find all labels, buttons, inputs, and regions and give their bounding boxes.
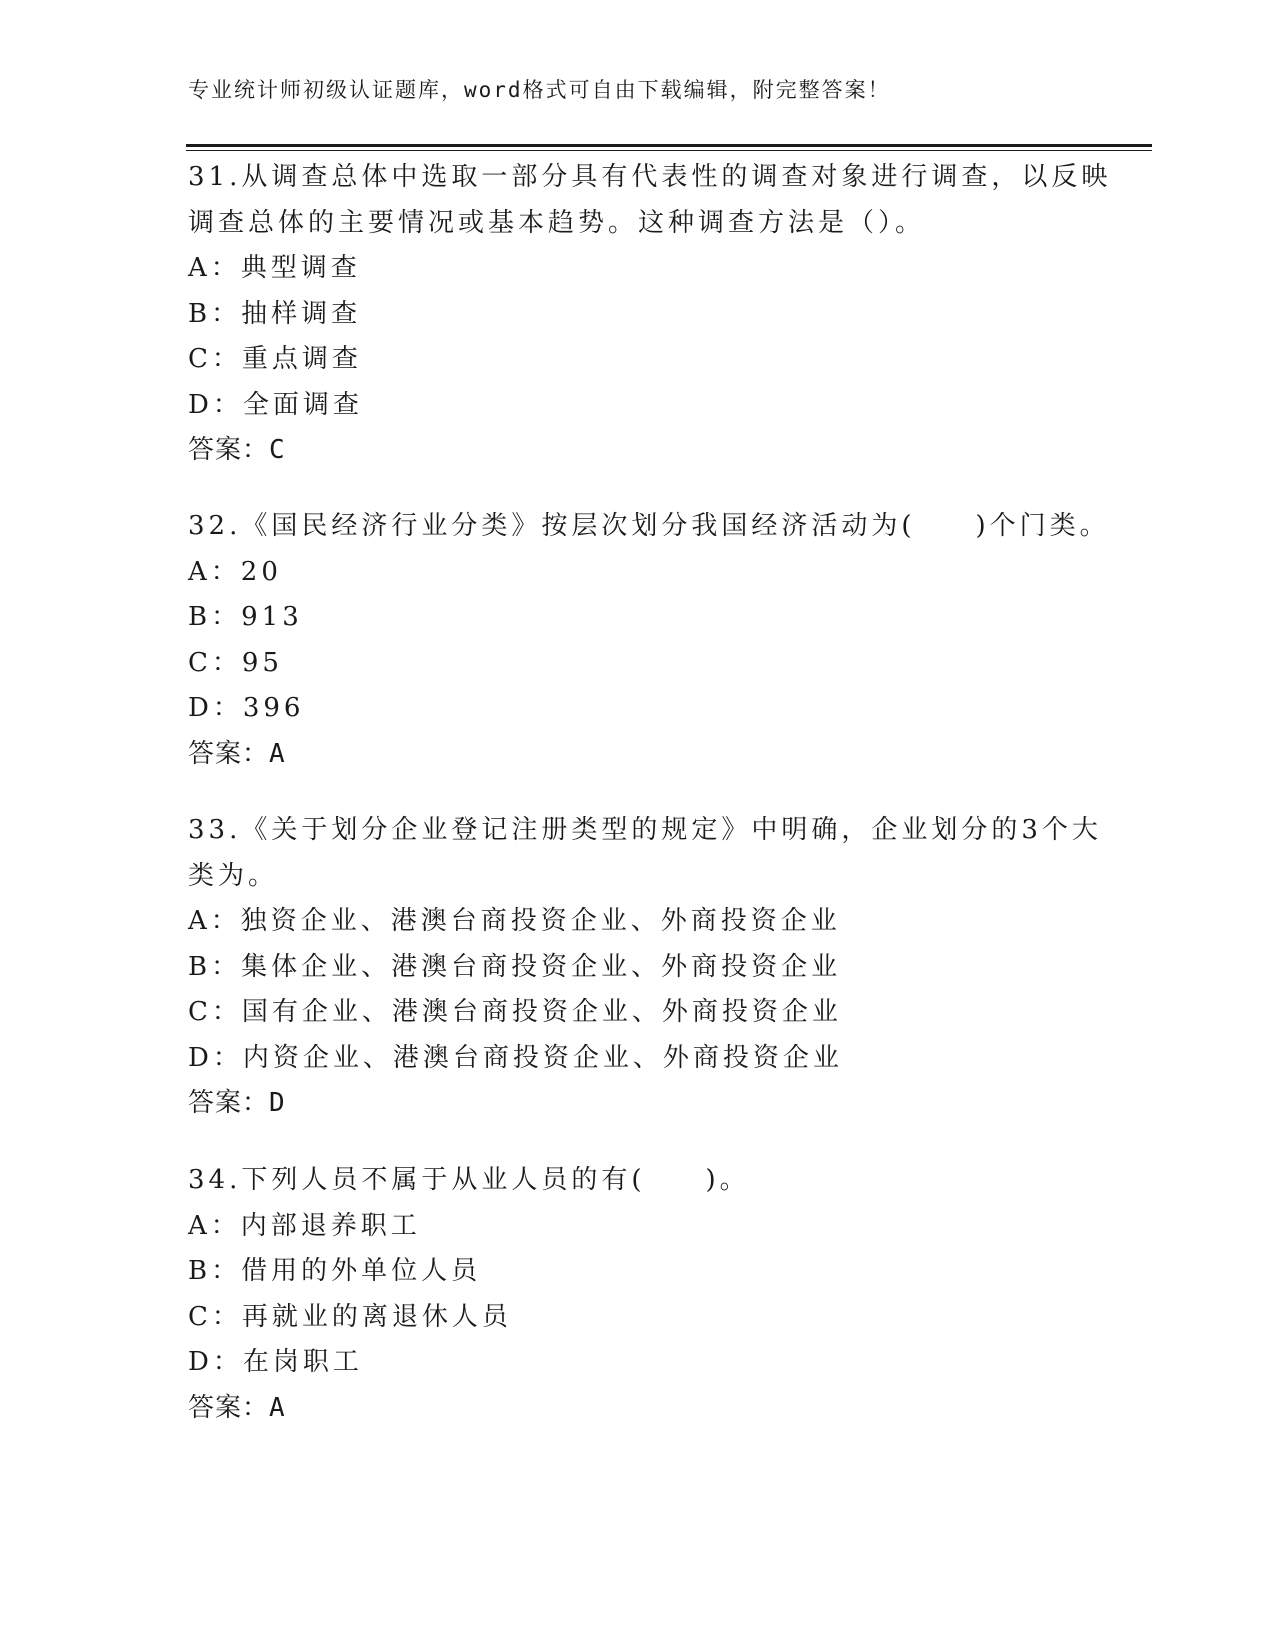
header-divider-thin	[186, 150, 1152, 151]
question-33	[188, 808, 1102, 1127]
answer	[188, 1081, 1088, 1127]
option-a: A：20	[188, 556, 282, 587]
option-a: A：独资企业、港澳台商投资企业、外商投资企业	[188, 906, 841, 936]
option-c: C：再就业的离退休人员	[188, 1301, 512, 1332]
answer-value: C	[269, 435, 286, 465]
header-divider-thick	[186, 144, 1152, 147]
option-d: D：396	[188, 693, 305, 723]
question-stem: 34.下列人员不属于从业人员的有( )。	[188, 1165, 750, 1195]
answer-value: D	[269, 1088, 286, 1118]
option-d: D：全面调查	[188, 389, 363, 420]
question-stem: 33.《关于划分企业登记注册类型的规定》中明确，企业划分的3个大	[188, 815, 1102, 845]
option-b: B：借用的外单位人员	[188, 1256, 482, 1286]
option-a: A：内部退养职工	[188, 1210, 421, 1241]
question-31	[188, 155, 1112, 474]
answer-label: 答案：	[188, 1392, 270, 1423]
answer	[188, 1386, 1088, 1432]
question-stem: 调查总体的主要情况或基本趋势。这种调查方法是（）。	[188, 207, 926, 238]
question-32	[188, 504, 1110, 777]
answer-label: 答案：	[188, 738, 270, 769]
question-stem: 32.《国民经济行业分类》按层次划分我国经济活动为( )个门类。	[188, 511, 1110, 541]
option-b: B：集体企业、港澳台商投资企业、外商投资企业	[188, 951, 842, 982]
option-c: C：95	[188, 647, 283, 678]
option-d: D：内资企业、港澳台商投资企业、外商投资企业	[188, 1042, 843, 1073]
question-34	[188, 1158, 1088, 1431]
option-b: B：抽样调查	[188, 298, 362, 329]
option-d: D：在岗职工	[188, 1347, 363, 1377]
page-header: 专业统计师初级认证题库，word格式可自由下载编辑，附完整答案！	[188, 78, 891, 102]
answer-label: 答案：	[188, 1088, 270, 1118]
option-c: C：重点调查	[188, 344, 362, 374]
answer-label: 答案：	[188, 435, 270, 465]
question-stem: 类为。	[188, 860, 279, 891]
question-stem: 31.从调查总体中选取一部分具有代表性的调查对象进行调查，以反映	[188, 162, 1112, 192]
answer	[188, 428, 1088, 474]
answer	[188, 732, 1088, 778]
option-b: B：913	[188, 602, 303, 632]
answer-value: A	[269, 1392, 286, 1423]
answer-value: A	[269, 738, 286, 769]
option-a: A：典型调查	[188, 253, 361, 283]
option-c: C：国有企业、港澳台商投资企业、外商投资企业	[188, 997, 842, 1027]
